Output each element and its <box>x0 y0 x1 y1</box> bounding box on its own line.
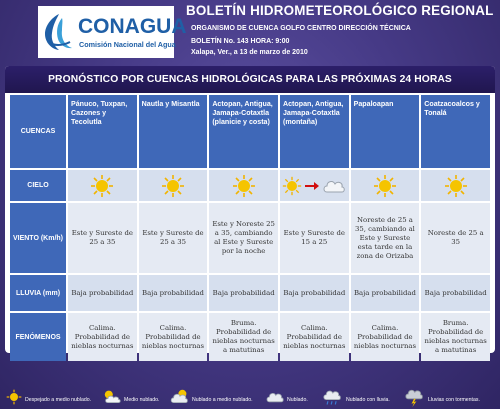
column-header: Actopan, Antigua, Jamapa-Cotaxtla (planicie y costa) <box>209 95 278 168</box>
sun-icon <box>282 176 302 196</box>
cloudy-sun-icon <box>170 389 190 405</box>
sun-icon <box>232 174 256 198</box>
wind-cell: Este y Sureste de 25 a 35 <box>68 203 137 273</box>
storm-icon <box>404 389 424 407</box>
legend-label: Nublado con lluvia. <box>346 397 390 403</box>
logo-name: CONAGUA <box>78 15 187 38</box>
rain-cell: Baja probabilidad <box>139 275 208 311</box>
sky-cell <box>280 170 349 201</box>
forecast-table <box>8 93 492 363</box>
legend-label: Nublado. <box>287 397 308 403</box>
forecast-banner: PRONÓSTICO POR CUENCAS HIDROLÓGICAS PARA LAS PRÓXIMAS 24 HORAS <box>5 66 495 93</box>
wind-row <box>10 203 490 273</box>
legend-item <box>322 389 397 407</box>
column-header: Papaloapan <box>351 95 420 168</box>
cloud-icon <box>265 389 285 405</box>
sky-cell <box>139 170 208 201</box>
header <box>0 0 500 60</box>
legend-item <box>102 389 162 407</box>
partly-cloudy-icon <box>102 389 122 405</box>
sky-row <box>10 170 490 201</box>
column-header: Pánuco, Tuxpan, Cazones y Tecolutla <box>68 95 137 168</box>
legend-item <box>404 389 498 407</box>
legend-item <box>265 389 315 407</box>
sun-icon <box>90 174 114 198</box>
column-header: Coatzacoalcos y Tonalá <box>421 95 490 168</box>
row-label-wind: VIENTO (Km/h) <box>10 203 66 273</box>
rain-cell: Baja probabilidad <box>68 275 137 311</box>
legend-item <box>6 389 96 407</box>
rain-cloud-icon <box>322 389 342 407</box>
conagua-logo <box>38 6 187 58</box>
rain-cell: Baja probabilidad <box>421 275 490 311</box>
forecast-panel <box>5 66 495 353</box>
row-label-rain: LLUVIA (mm) <box>10 275 66 311</box>
row-label-sky: CIELO <box>10 170 66 201</box>
legend-label: Lluvias con tormentas. <box>428 397 480 403</box>
sun-icon <box>6 389 22 405</box>
column-header: Actopan, Antigua, Jamapa-Cotaxtla (montaña) <box>280 95 349 168</box>
sky-cell <box>351 170 420 201</box>
legend-item <box>170 389 260 407</box>
table-header-row <box>10 95 490 168</box>
arrow-right-icon <box>304 181 320 191</box>
phenomena-cell: Bruma. Probabilidad de nieblas nocturnas a matutinas <box>209 313 278 361</box>
wind-cell: Este y Sureste de 15 a 25 <box>280 203 349 273</box>
bulletin-number: BOLETÍN No. 143 HORA: 9:00 <box>191 38 290 45</box>
phenomena-cell: Calima. Probabilidad de nieblas nocturnas <box>280 313 349 361</box>
phenomena-cell: Calima. Probabilidad de nieblas nocturnas <box>139 313 208 361</box>
wind-cell: Noreste de 25 a 35 <box>421 203 490 273</box>
sun-icon <box>373 174 397 198</box>
logo-subtitle: Comisión Nacional del Agua <box>79 40 176 49</box>
wind-cell: Noreste de 25 a 35, cambiando al Este y Sureste esta tarde en la zona de Orizaba <box>351 203 420 273</box>
corner-label: CUENCAS <box>10 95 66 168</box>
rain-cell: Baja probabilidad <box>280 275 349 311</box>
wind-cell: Este y Noreste 25 a 35, cambiando al Este y Sureste por la noche <box>209 203 278 273</box>
phenomena-cell: Calima. Probabilidad de nieblas nocturnas <box>351 313 420 361</box>
rain-row <box>10 275 490 311</box>
icon-legend <box>0 387 500 409</box>
organization-line: ORGANISMO DE CUENCA GOLFO CENTRO DIRECCIÓN TÉCNICA <box>191 25 411 32</box>
phenomena-row <box>10 313 490 361</box>
sun-icon <box>161 174 185 198</box>
bulletin-date: Xalapa, Ver., a 13 de marzo de 2010 <box>191 49 308 56</box>
phenomena-cell: Calima. Probabilidad de nieblas nocturnas <box>68 313 137 361</box>
wind-cell: Este y Sureste de 25 a 35 <box>139 203 208 273</box>
column-header: Nautla y Misantla <box>139 95 208 168</box>
conagua-emblem-icon <box>42 12 76 52</box>
legend-label: Nublado a medio nublado. <box>192 397 253 403</box>
phenomena-cell: Bruma. Probabilidad de nieblas nocturnas a matutinas <box>421 313 490 361</box>
row-label-phenomena: FENÓMENOS <box>10 313 66 361</box>
sky-cell <box>421 170 490 201</box>
sky-cell <box>209 170 278 201</box>
cloud-icon <box>322 176 346 196</box>
page-title: BOLETÍN HIDROMETEOROLÓGICO REGIONAL <box>186 3 494 18</box>
sky-cell <box>68 170 137 201</box>
rain-cell: Baja probabilidad <box>209 275 278 311</box>
rain-cell: Baja probabilidad <box>351 275 420 311</box>
sun-icon <box>444 174 468 198</box>
legend-label: Medio nublado. <box>124 397 160 403</box>
legend-label: Despejado a medio nublado. <box>25 397 92 403</box>
